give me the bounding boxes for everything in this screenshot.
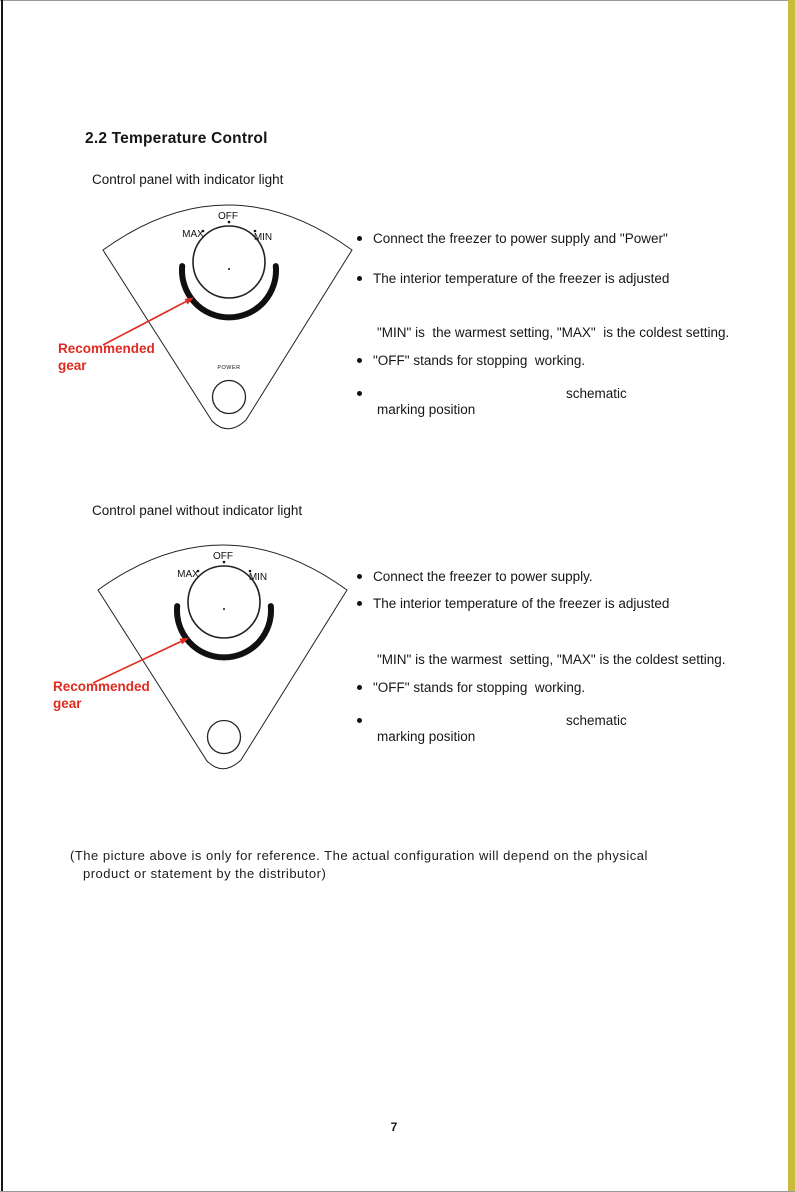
recommended-gear-annotation [58,341,155,374]
page-right-edge [788,0,795,1192]
bullet-continuation: "MIN" is the warmest setting, "MAX" is the coldest setting. [377,325,730,340]
reference-note-line1: (The picture above is only for reference. The actual configuration will depend on the physical [70,848,648,863]
page-number: 7 [390,1120,398,1134]
bullet-item [357,569,593,584]
knob-center-dot [223,608,225,610]
bullet-item [357,271,669,286]
control-panel-diagram-with-light [60,195,360,440]
bullet-continuation: marking position [377,729,476,744]
annotation-line: gear [58,357,87,373]
recommended-gear-annotation [53,679,150,712]
annotation-line: Recommended [58,341,155,356]
reference-note-line2: product or statement by the distributor) [83,866,327,881]
bullet-icon [357,601,362,606]
dial-label-max: MAX [177,569,199,580]
dial-label-off: OFF [213,551,233,562]
bullet-item [357,353,585,368]
dial-label-max: MAX [182,229,204,240]
bottom-circle [208,721,241,754]
bullet-icon [357,236,362,241]
bullet-text: The interior temperature of the freezer is adjusted [373,596,670,611]
bullet-icon [357,685,362,690]
control-panel-diagram-without-light [55,535,355,780]
page-top-edge [0,0,795,1]
bullet-text: schematic [566,713,627,728]
bullet-text: Connect the freezer to power supply. [373,569,593,584]
bullet-icon [357,358,362,363]
bullet-text: The interior temperature of the freezer is adjusted [373,271,670,286]
caption-panel-with-light: Control panel with indicator light [92,172,284,187]
bullet-item [357,713,627,728]
power-indicator-light [213,381,246,414]
bullet-continuation: marking position [377,402,476,417]
bullet-text: "OFF" stands for stopping working. [373,353,586,368]
caption-panel-without-light: Control panel without indicator light [92,503,303,518]
annotation-line: Recommended [53,679,150,694]
dial-label-off: OFF [218,211,238,222]
bullet-icon [357,276,362,281]
bullet-item [357,386,627,401]
dial-label-min: MIN [253,232,273,243]
bullet-icon [357,391,362,396]
bullet-icon [357,574,362,579]
bullet-text: "OFF" stands for stopping working. [373,680,586,695]
annotation-line: gear [53,695,82,711]
dial-label-min: MIN [248,572,268,583]
page-left-edge [1,0,3,1192]
bullet-item [357,680,585,695]
bullet-text: Connect the freezer to power supply and "Power" [373,231,668,246]
bullet-text: schematic [566,386,627,401]
knob-center-dot [228,268,230,270]
power-label: POWER [217,365,241,371]
bullet-item [357,231,668,246]
bullet-icon [357,718,362,723]
bullet-continuation: "MIN" is the warmest setting, "MAX" is the coldest setting. [377,652,726,667]
section-heading: 2.2 Temperature Control [85,130,268,147]
bullet-item [357,596,669,611]
